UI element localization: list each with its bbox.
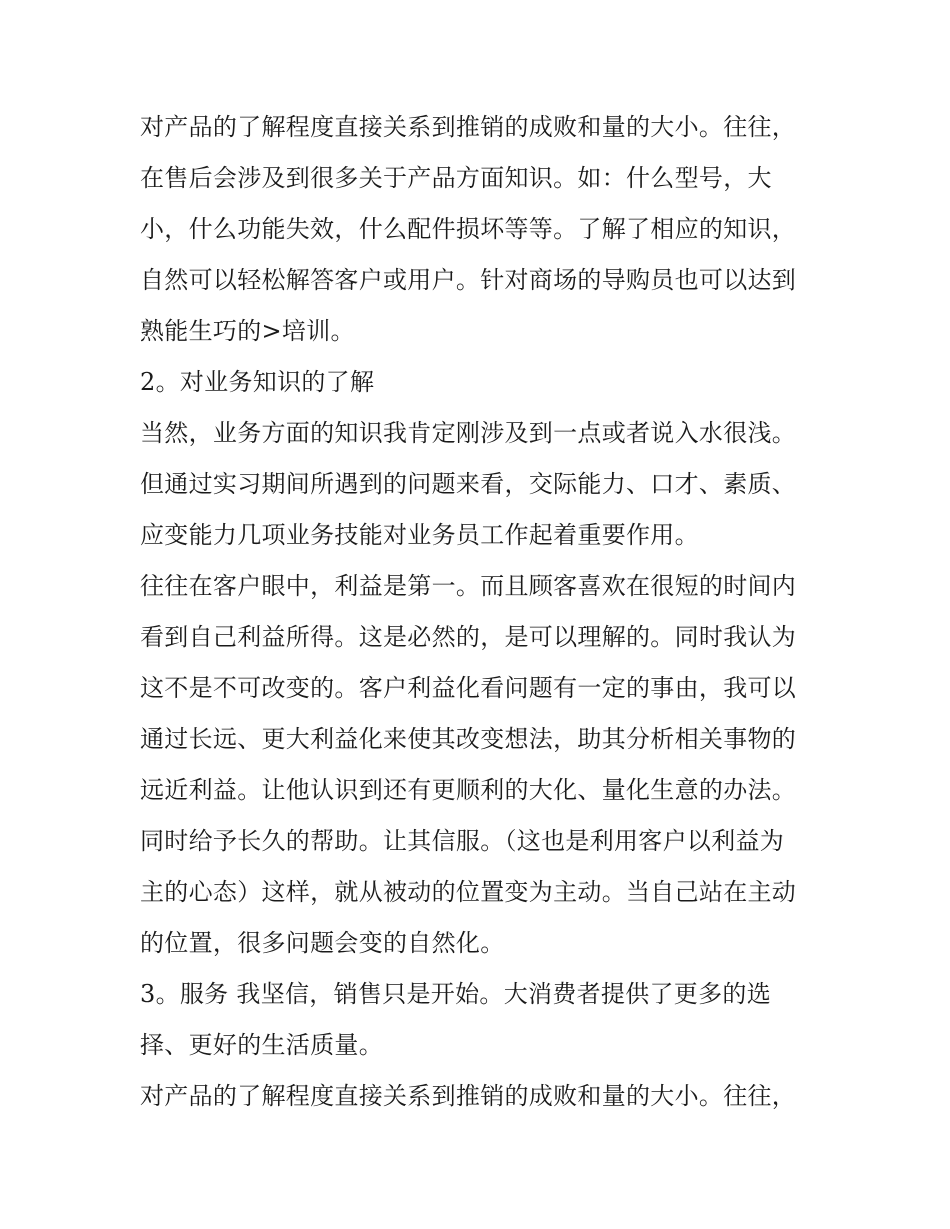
text-line: 看到自己利益所得。这是必然的，是可以理解的。同时我认为 <box>140 623 797 651</box>
text-line: 自然可以轻松解答客户或用户。针对商场的导购员也可以达到 <box>140 266 797 294</box>
body-text <box>140 102 830 1122</box>
text-line: 的位置，很多问题会变的自然化。 <box>140 929 505 957</box>
text-line: 应变能力几项业务技能对业务员工作起着重要作用。 <box>140 521 699 549</box>
text-line: 主的心态）这样，就从被动的位置变为主动。当自己站在主动 <box>140 878 797 906</box>
section-heading: 2。对业务知识的了解 <box>140 368 375 396</box>
text-line: 熟能生巧的>培训。 <box>140 317 355 345</box>
text-line: 在售后会涉及到很多关于产品方面知识。如：什么型号，大 <box>140 164 772 192</box>
text-line: 但通过实习期间所遇到的问题来看，交际能力、口才、素质、 <box>140 470 797 498</box>
text-line: 对产品的了解程度直接关系到推销的成败和量的大小。往往， <box>140 113 797 141</box>
section-heading: 3。服务 我坚信，销售只是开始。大消费者提供了更多的选 <box>140 980 771 1008</box>
text-line: 这不是不可改变的。客户利益化看问题有一定的事由，我可以 <box>140 674 797 702</box>
text-line: 择、更好的生活质量。 <box>140 1031 383 1059</box>
text-line: 通过长远、更大利益化来使其改变想法，助其分析相关事物的 <box>140 725 797 753</box>
text-line: 小，什么功能失效，什么配件损坏等等。了解了相应的知识， <box>140 215 797 243</box>
text-line: 远近利益。让他认识到还有更顺利的大化、量化生意的办法。 <box>140 776 797 804</box>
text-line: 当然，业务方面的知识我肯定刚涉及到一点或者说入水很浅。 <box>140 419 797 447</box>
text-line: 同时给予长久的帮助。让其信服。（这也是利用客户以利益为 <box>140 827 785 855</box>
text-line: 往往在客户眼中，利益是第一。而且顾客喜欢在很短的时间内 <box>140 572 797 600</box>
text-line: 对产品的了解程度直接关系到推销的成败和量的大小。往往， <box>140 1082 797 1110</box>
